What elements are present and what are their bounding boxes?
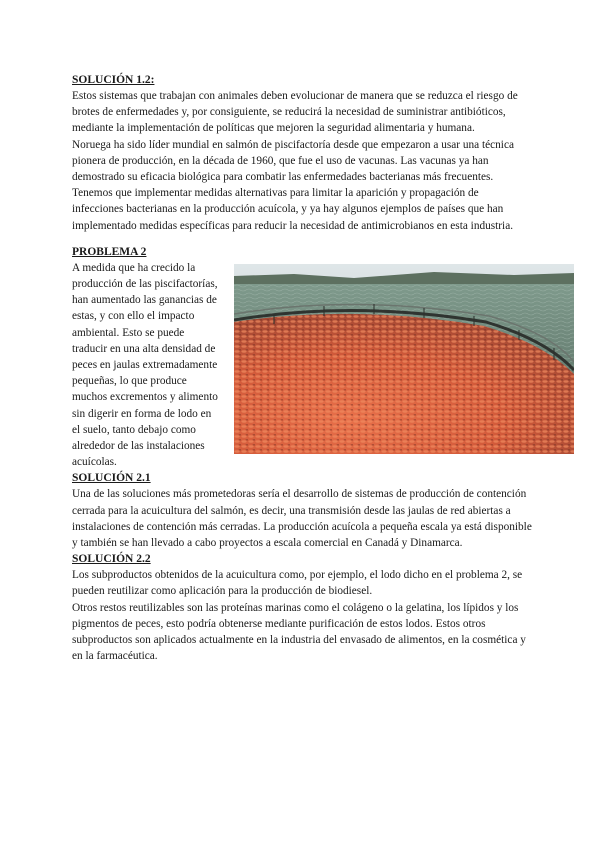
paragraph-s22-2: Otros restos reutilizables son las proteínas marinas como el colágeno o la gelatina, los lípidos y los pigmentos de peces, esto podría obtenerse mediante purificación de estos lodos. Estos otros subproductos son aplicados actualmente en la industria del envasado de alimentos, en la cosmética y en la farmacéutica. [72, 601, 526, 663]
paragraph-s12-1: Estos sistemas que trabajan con animales deben evolucionar de manera que se reduzca el riesgo de brotes de enfermedades y, por consiguiente, se reducirá la necesidad de suministrar antibióticos, mediante la implementación de políticas que mejoren la seguridad alimentaria y humana. [72, 90, 518, 135]
fish-farm-photo [234, 264, 574, 454]
problem-2-block [72, 260, 532, 471]
paragraph-s21: Una de las soluciones más prometedoras sería el desarrollo de sistemas de producción de contención cerrada para la acuicultura del salmón, es decir, una transmisión desde las jaulas de red abiertas a instalaciones de contención más cerradas. La producción acuícola a pequeña escala ya está disponible y también se han llevado a cabo proyectos a escala comercial en Canadá y Dinamarca. [72, 488, 532, 550]
heading-solucion-2-1: SOLUCIÓN 2.1 [72, 472, 151, 485]
heading-solucion-1-2: SOLUCIÓN 1.2: [72, 74, 155, 86]
paragraph-problema-2: A medida que ha crecido la producción de las piscifactorías, han aumentado las ganancias de estas, y con ello el impacto ambiental. Esto se puede traducir en una alta densidad de peces en jaulas extremadamente pequeñas, lo que produce muchos excrementos y alimento sin digerir en forma de lodo en el suelo, tanto debajo como alrededor de las instalaciones acuícolas. [72, 261, 218, 469]
paragraph-s22-1: Los subproductos obtenidos de la acuicultura como, por ejemplo, el lodo dicho en el problema 2, se pueden reutilizar como aplicación para la producción de biodiesel. [72, 569, 523, 598]
heading-solucion-2-2: SOLUCIÓN 2.2 [72, 553, 151, 566]
heading-problema-2: PROBLEMA 2 [72, 245, 147, 258]
paragraph-s12-2: Noruega ha sido líder mundial en salmón de piscifactoría desde que empezaron a usar una técnica pionera de producción, en la década de 1960, que fue el uso de vacunas. Las vacunas ya han demostrado su eficacia biológica para combatir las enfermedades bacterianas más frecuentes. Tenemos que implementar medidas alternativas para limitar la aparición y propagación de infecciones bacterianas en la producción acuícola, y ya hay algunos ejemplos de países que han implementado medidas específicas para reducir la necesidad de antimicrobianos en esta industria. [72, 138, 514, 232]
document-page [72, 72, 532, 665]
